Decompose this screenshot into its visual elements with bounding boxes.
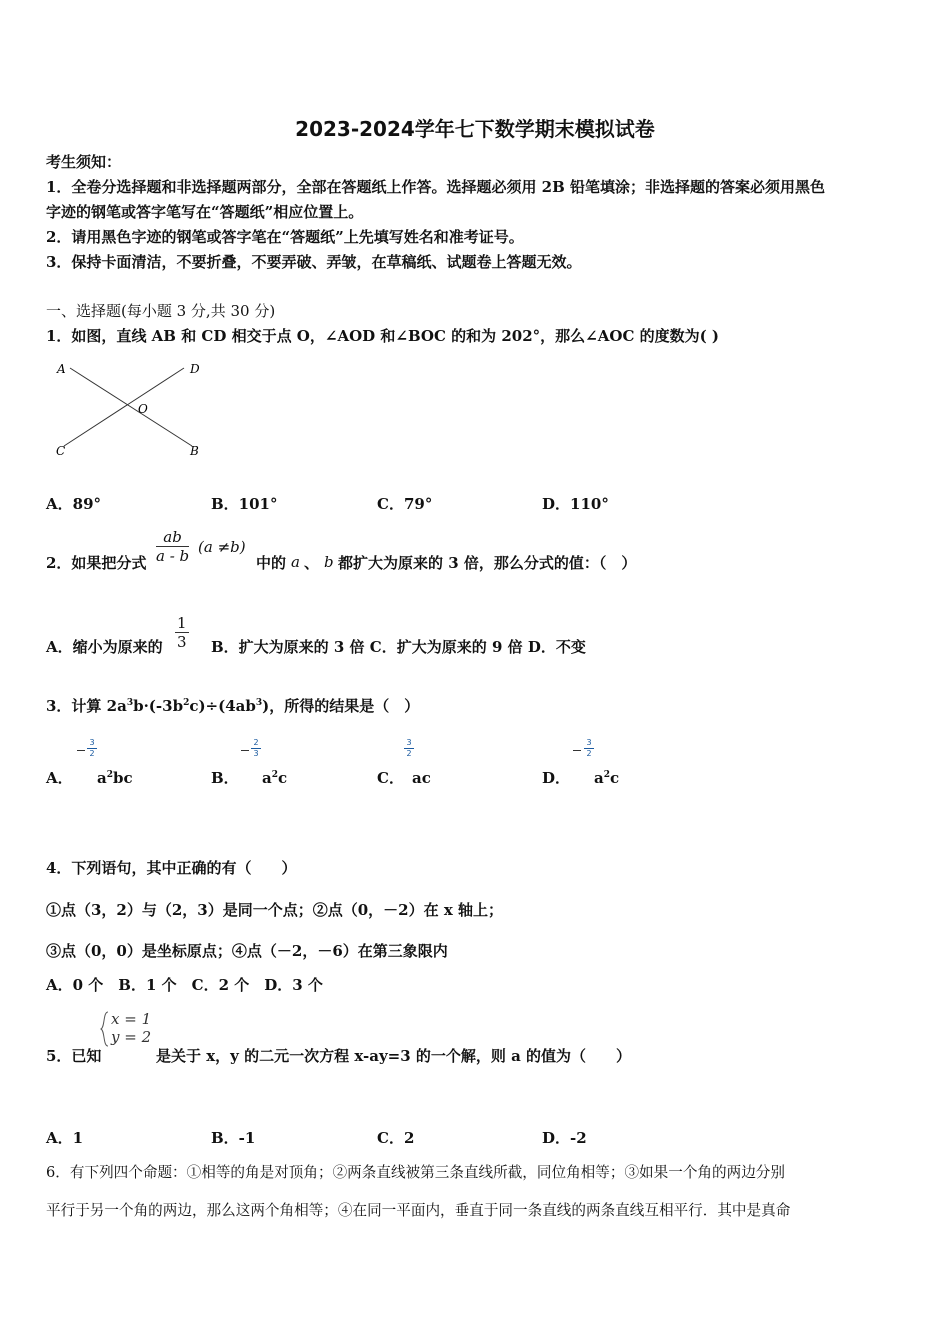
q1-option-a: A．89° bbox=[46, 495, 102, 513]
q2-mid: 中的 bbox=[256, 554, 287, 572]
q2-fraction bbox=[156, 528, 189, 565]
notice-line-1a: 1．全卷分选择题和非选择题两部分，全部在答题纸上作答。选择题必须用 2B 铅笔填涂；非选择题的答案必须用黑色 bbox=[46, 178, 826, 196]
q5-suffix: 是关于 x，y 的二元一次方程 x-ay=3 的一个解，则 a 的值为（ ） bbox=[156, 1047, 632, 1065]
q2-suffix: 都扩大为原来的 3 倍，那么分式的值：（ ） bbox=[338, 554, 637, 572]
q3-stem: 3．计算 $2a^3b\cdot(-3b^2c)\div(4ab^3)$，所得的结果是（ ） bbox=[46, 697, 420, 715]
line-cd bbox=[64, 368, 184, 446]
q3-option-d-expr: $a^2c$ bbox=[594, 769, 620, 787]
q2-fraction-num: ab bbox=[156, 528, 189, 547]
q6-line-2: 平行于另一个角的两边，那么这两个角相等；④在同一平面内，垂直于同一条直线的两条直线互相平行．其中是真命 bbox=[46, 1202, 791, 1219]
label-d: D bbox=[190, 362, 200, 376]
notice-line-2: 2．请用黑色字迹的钢笔或答字笔在“答题纸”上先填写姓名和准考证号。 bbox=[46, 228, 524, 246]
q2-option-a-fraction bbox=[175, 614, 189, 651]
line-ab bbox=[70, 368, 192, 446]
q3-option-c-expr: ac bbox=[412, 769, 431, 787]
q5-eq1: x = 1 bbox=[111, 1010, 152, 1028]
label-c: C bbox=[56, 444, 66, 458]
q6-line-1: 6．有下列四个命题：①相等的角是对顶角；②两条直线被第三条直线所截，同位角相等；③如果一个角的两边分别 bbox=[46, 1164, 785, 1181]
q3-option-c-coef: 3 2 bbox=[404, 738, 414, 759]
q4-options: A．0 个 B．1 个 C．2 个 D．3 个 bbox=[46, 976, 323, 994]
q3-option-d-label: D． bbox=[542, 769, 571, 787]
q3-option-b-minus bbox=[241, 750, 249, 751]
q5-option-d: D．-2 bbox=[542, 1129, 587, 1147]
notice-heading: 考生须知： bbox=[46, 153, 122, 171]
label-a: A bbox=[57, 362, 66, 376]
q2-var-b: b bbox=[324, 553, 334, 571]
notice-line-3: 3．保持卡面清洁，不要折叠，不要弄破、弄皱，在草稿纸、试题卷上答题无效。 bbox=[46, 253, 582, 271]
q3-option-b-expr: $a^2c$ bbox=[262, 769, 288, 787]
notice-line-1b: 字迹的钢笔或答字笔写在“答题纸”相应位置上。 bbox=[46, 203, 364, 221]
q5-brace-icon bbox=[100, 1011, 110, 1047]
q1-option-c: C．79° bbox=[377, 495, 433, 513]
q4-stem: 4．下列语句，其中正确的有（ ） bbox=[46, 859, 297, 877]
q3-option-a-label: A． bbox=[46, 769, 73, 787]
q1-option-d: D．110° bbox=[542, 495, 609, 513]
q5-option-b: B．-1 bbox=[211, 1129, 256, 1147]
q3-option-a-expr: $a^2bc$ bbox=[97, 769, 133, 787]
paper-title: 2023-2024学年七下数学期末模拟试卷 bbox=[295, 117, 655, 141]
q2-prefix: 2．如果把分式 bbox=[46, 554, 147, 572]
q1-option-b: B．101° bbox=[211, 495, 278, 513]
q2-option-a: A．缩小为原来的 bbox=[46, 638, 163, 656]
q5-option-a: A．1 bbox=[46, 1129, 84, 1147]
q2-fraction-den: a - b bbox=[156, 547, 190, 565]
q2-option-a-den: 3 bbox=[177, 633, 187, 651]
section-heading: 一、选择题(每小题 3 分,共 30 分) bbox=[46, 302, 276, 320]
q4-line-2: ③点（0，0）是坐标原点；④点（－2，－6）在第三象限内 bbox=[46, 942, 448, 960]
q5-option-c: C．2 bbox=[377, 1129, 415, 1147]
q3-option-a-coef: 3 2 bbox=[87, 738, 97, 759]
q2-option-a-num: 1 bbox=[177, 614, 187, 632]
q3-option-c-label: C． bbox=[377, 769, 404, 787]
q2-var-a: a bbox=[291, 553, 300, 571]
q5-prefix: 5．已知 bbox=[46, 1047, 102, 1065]
label-o: O bbox=[138, 402, 148, 416]
q3-option-d-coef: 3 2 bbox=[584, 738, 594, 759]
q1-stem: 1．如图，直线 AB 和 CD 相交于点 O，∠AOD 和∠BOC 的和为 202°，那么∠AOC 的度数为( ) bbox=[46, 327, 720, 345]
q3-option-d-minus bbox=[573, 750, 581, 751]
q2-sep: 、 bbox=[304, 554, 320, 572]
q4-line-1: ①点（3，2）与（2，3）是同一个点；②点（0，－2）在 x 轴上； bbox=[46, 901, 504, 919]
q3-option-b-coef: 2 3 bbox=[251, 738, 261, 759]
q3-option-b-label: B． bbox=[211, 769, 239, 787]
q1-figure bbox=[52, 358, 212, 464]
q5-eq2: y = 2 bbox=[111, 1028, 152, 1046]
q2-condition: (a ≠b) bbox=[198, 538, 246, 556]
q2-options-bcd: B．扩大为原来的 3 倍 C．扩大为原来的 9 倍 D．不变 bbox=[211, 638, 586, 656]
q3-option-a-minus bbox=[77, 750, 85, 751]
label-b: B bbox=[190, 444, 199, 458]
